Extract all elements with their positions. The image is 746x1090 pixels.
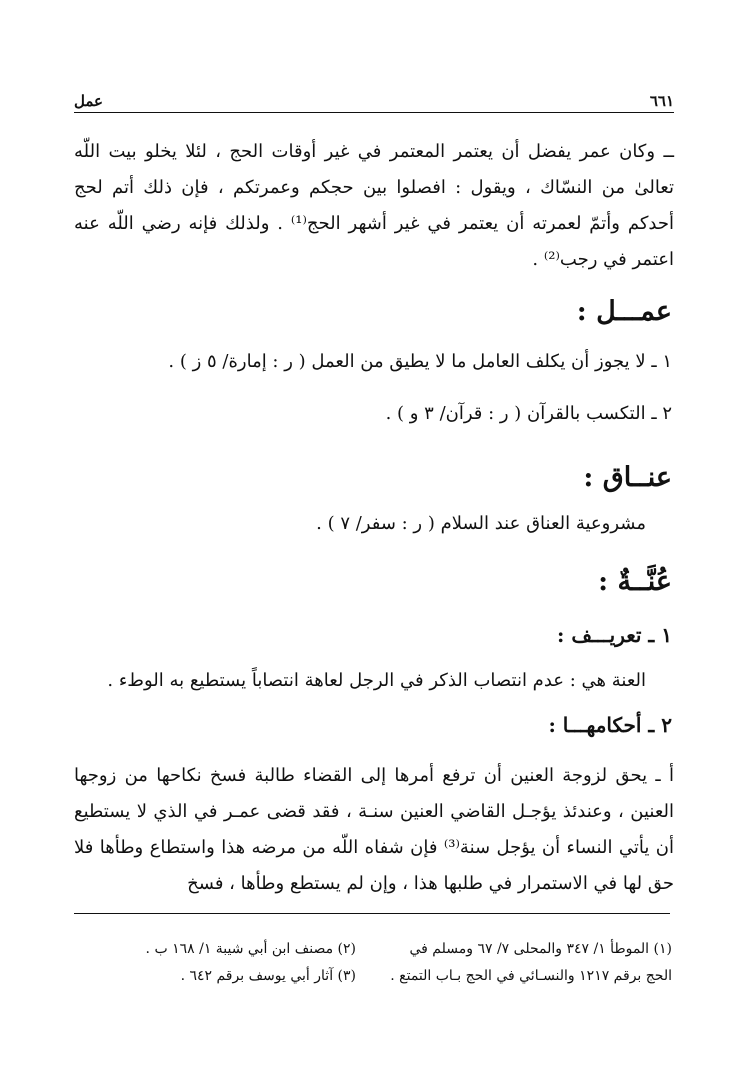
section-heading-amal: عمـــل : [576, 296, 672, 327]
rulings-heading: ٢ ـ أحكامهـــا : [548, 713, 672, 737]
page-number: ٦٦١ [649, 92, 674, 110]
amal-item-2: ٢ ـ التكسب بالقرآن ( ر : قرآن/ ٣ و ) . [385, 403, 672, 424]
definition-heading: ١ ـ تعريـــف : [557, 623, 672, 647]
footnote-3: (٣) آثار أبي يوسف برقم ٦٤٢ . [180, 968, 356, 984]
page-header [74, 84, 674, 110]
intro-paragraph: ــ وكان عمر يفضل أن يعتمر المعتمر في غير أوقات الحج ، لئلا يخلو بيت اللّه تعالىٰ من النسّاك ، ويقول : افصلوا بين حجكم وعمرتكم ، فإن ذلك أتم لحج أحدكم وأتمّ لعمرته أن يعتمر في غير أشهر الحج⁽¹⁾ . ولذلك فإنه رضي اللّه عنه اعتمر في رجب⁽²⁾ . [74, 141, 674, 270]
running-title: عمل [74, 92, 103, 110]
footnote-1: (١) الموطأ ١/ ٣٤٧ والمحلى ٧/ ٦٧ ومسلم في الحج برقم ١٢١٧ والنسـائي في الحج بـاب التمتع . [390, 941, 672, 984]
section-heading-unna: عُنَّــةٌ : [598, 566, 672, 597]
ruling-a-paragraph: أ ـ يحق لزوجة العنين أن ترفع أمرها إلى القضاء طالبة فسخ نكاحها من زوجها العنين ، وعندئذ يؤجـل القاضي العنين سنـة ، فقد قضى عمـر في الذي لا يستطيع أن يأتي النساء أن يؤجل سنة⁽³⁾ فإن شفاه اللّه من مرضه هذا واستطاع وطأها فلا حق لها في الاستمرار في طلبها هذا ، وإن لم يستطع وطأها ، فسخ [74, 765, 674, 894]
inaq-text: مشروعية العناق عند السلام ( ر : سفر/ ٧ ) . [316, 513, 646, 534]
header-rule [74, 112, 674, 113]
amal-item-1: ١ ـ لا يجوز أن يكلف العامل ما لا يطيق من العمل ( ر : إمارة/ ٥ ز ) . [168, 351, 672, 372]
footnote-2: (٢) مصنف ابن أبي شيبة ١/ ١٦٨ ب . [145, 941, 356, 957]
section-heading-inaq: عنــاق : [583, 462, 672, 493]
footnote-rule [74, 913, 670, 914]
definition-text: العنة هي : عدم انتصاب الذكر في الرجل لعاهة انتصاباً يستطيع به الوطء . [107, 670, 646, 691]
